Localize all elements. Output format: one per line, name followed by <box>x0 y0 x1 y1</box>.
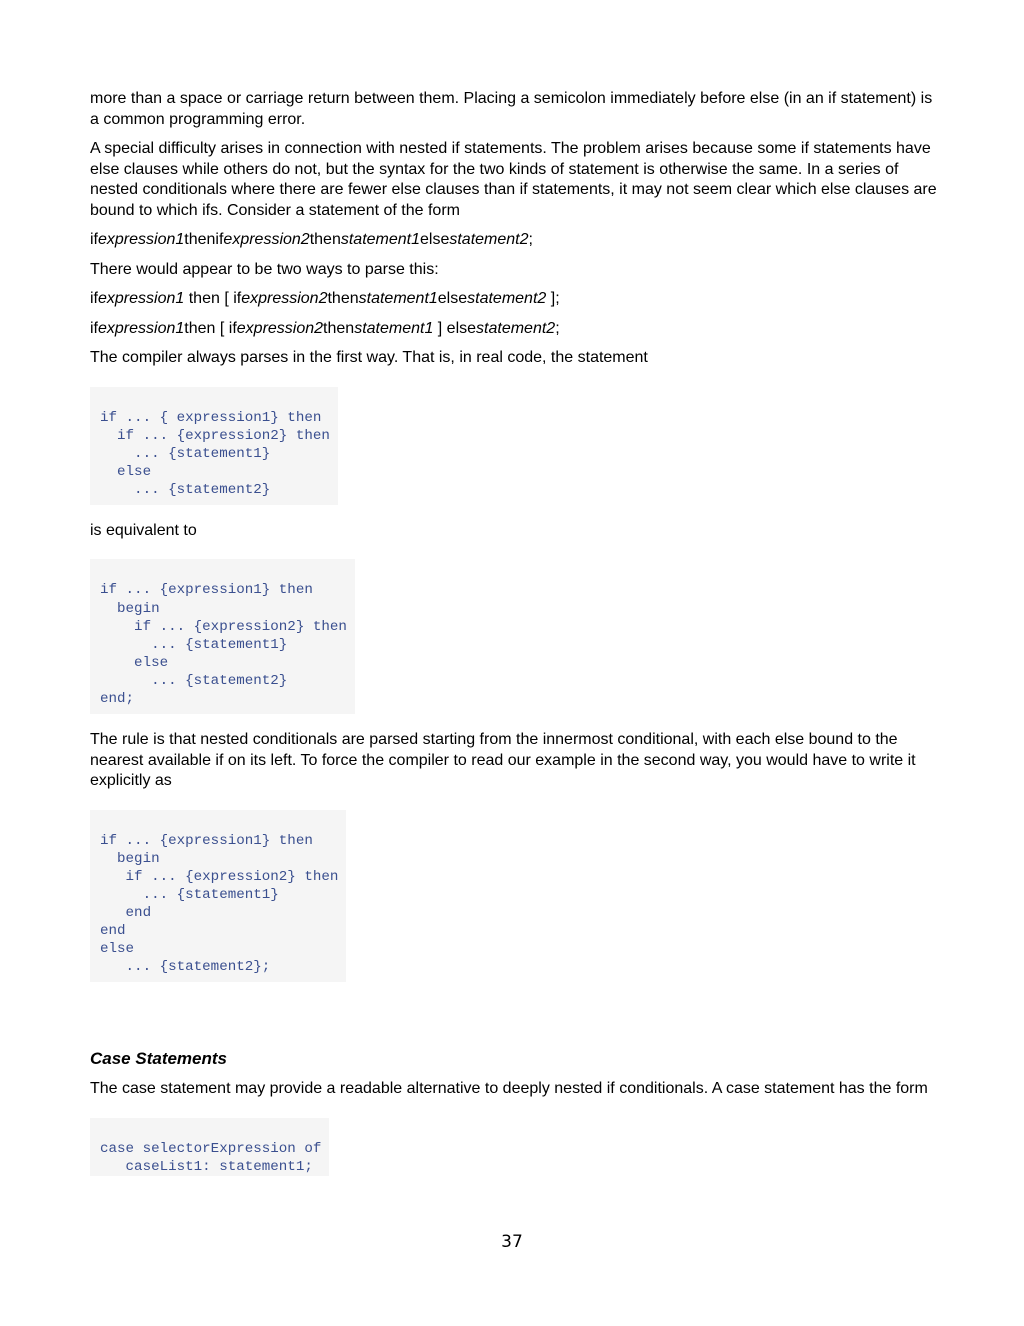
formula-parse-second <box>90 319 940 340</box>
section-heading-case-statements: Case Statements <box>90 1049 228 1069</box>
expression: expression2 <box>236 319 324 337</box>
formula-statement-form <box>90 230 940 251</box>
statement: statement2 <box>467 290 547 307</box>
expression: expression1 <box>98 231 185 248</box>
keyword: ] else <box>433 319 477 337</box>
keyword: then <box>309 231 341 248</box>
paragraph-case-statement: The case statement may provide a readable alternative to deeply nested if conditionals. A case statement has the form <box>90 1080 928 1098</box>
punctuation: ; <box>555 319 560 337</box>
page-content <box>90 89 940 1176</box>
code-block-case: case selectorExpression of caseList1: statement1; <box>90 1118 329 1176</box>
paragraph-compiler-parses: The compiler always parses in the first way. That is, in real code, the statement <box>90 349 648 366</box>
expression: expression2 <box>223 231 310 248</box>
formula-parse-first <box>90 289 940 310</box>
expression: expression1 <box>98 319 185 337</box>
statement: statement1 <box>340 231 420 248</box>
statement: statement1 <box>354 319 434 337</box>
expression: expression1 <box>98 290 185 307</box>
keyword: if <box>90 231 98 248</box>
statement: statement1 <box>358 290 438 307</box>
statement: statement2 <box>449 231 529 248</box>
code-block-nested-if: if ... { expression1} then if ... {expression2} then ... {statement1} else ... {statement2} <box>90 387 338 505</box>
page-number: 37 <box>501 1232 523 1252</box>
statement: statement2 <box>476 319 556 337</box>
punctuation: ; <box>528 231 533 248</box>
expression: expression2 <box>241 290 328 307</box>
keyword: thenif <box>184 231 224 248</box>
keyword: else <box>420 231 450 248</box>
paragraph-equivalent: is equivalent to <box>90 521 197 539</box>
keyword: then <box>323 319 355 337</box>
keyword: if <box>90 290 98 307</box>
punctuation: ]; <box>546 290 560 307</box>
paragraph-nested-if-difficulty: A special difficulty arises in connection with nested if statements. The problem arises because some if statements have else clauses while others do not, but the syntax for the two kinds of statement is otherwise the same. In a series of nested conditionals where there are fewer else clauses than if statements, it may not seem clear which else clauses are bound to which ifs. Consider a statement of the form <box>90 140 937 219</box>
keyword: then [ if <box>184 319 237 337</box>
paragraph-two-ways: There would appear to be two ways to parse this: <box>90 260 439 278</box>
code-block-begin-end: if ... {expression1} then begin if ... {expression2} then ... {statement1} else ... {statement2} end; <box>90 559 355 714</box>
keyword: if <box>90 319 98 337</box>
keyword: else <box>437 290 468 307</box>
keyword: then <box>327 290 359 307</box>
keyword: then [ if <box>184 290 242 307</box>
paragraph-semicolon-error: more than a space or carriage return between them. Placing a semicolon immediately before else (in an if statement) is a common programming error. <box>90 90 933 128</box>
code-block-explicit: if ... {expression1} then begin if ... {expression2} then ... {statement1} end end else ... {statement2}; <box>90 810 346 983</box>
paragraph-rule: The rule is that nested conditionals are parsed starting from the innermost conditional, with each else bound to the nearest available if on its left. To force the compiler to read our example in the second way, you would have to write it explicitly as <box>90 731 916 790</box>
